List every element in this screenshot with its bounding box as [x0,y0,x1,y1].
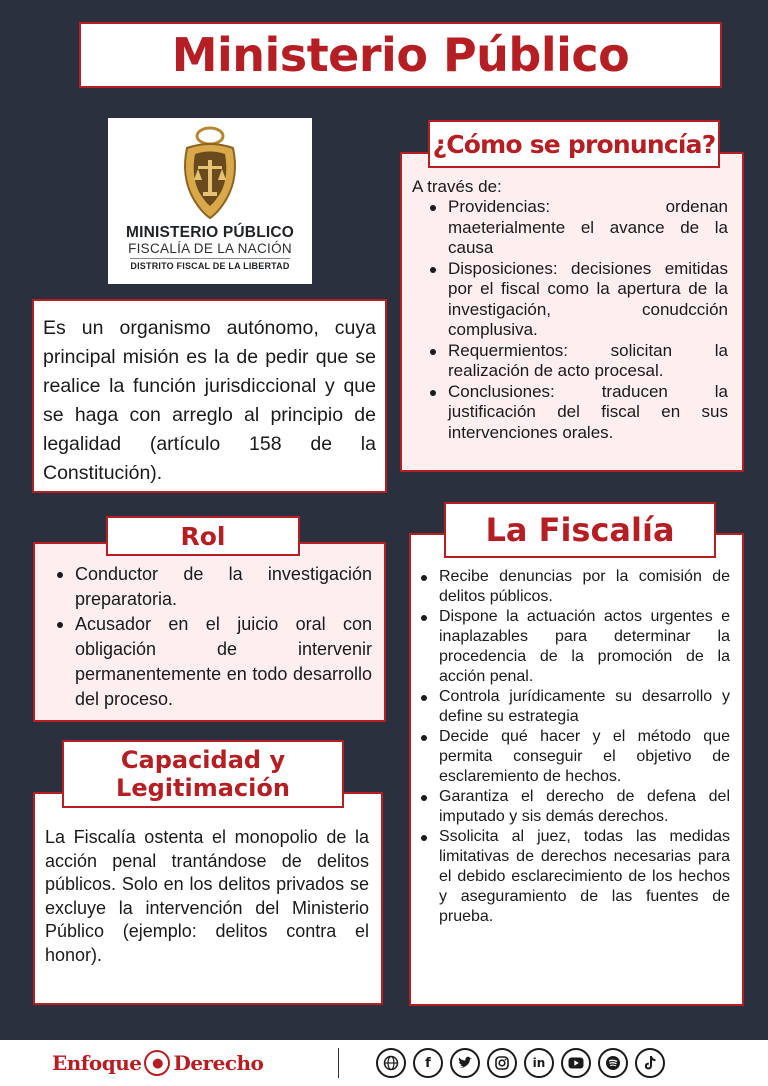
fiscalia-card [409,533,744,1006]
tiktok-icon[interactable] [635,1048,665,1078]
intro-card [32,299,387,493]
capacidad-label-line-1: Capacidad y [120,746,286,774]
capacidad-label-line-2: Legitimación [116,774,290,802]
logo-line-3: DISTRITO FISCAL DE LA LIBERTAD [130,261,290,271]
list-item: Requermientos: solicitan la realización de acto procesal. [426,341,728,382]
capacidad-text: La Fiscalía ostenta el monopolio de la acción penal trantándose de delitos públicos. Solo en los delitos privados se excluye la intervención del Ministerio Público (ejemplo: delitos contra el honor). [45,827,369,965]
linkedin-icon[interactable]: in [524,1048,554,1078]
logo-line-1: MINISTERIO PÚBLICO [125,224,295,241]
spotify-icon[interactable] [598,1048,628,1078]
list-item: Dispone la actuación actos urgentes e inaplazables para determinar la procedencia de la promoción de la acción penal. [417,607,730,687]
pronuncia-list [426,197,728,443]
list-item: Controla jurídicamente su desarrollo y define su estrategia [417,687,730,727]
fiscalia-list [417,567,730,927]
rol-list [53,562,372,712]
pronuncia-label-text: ¿Cómo se pronuncía? [432,129,716,159]
enfoque-derecho-logo[interactable] [52,1048,263,1078]
globe-icon[interactable] [376,1048,406,1078]
capacidad-label [62,740,344,808]
capacidad-card [33,792,383,1005]
list-item: Disposiciones: decisiones emitidas por el fiscal como la apertura de la investigación, conudcción complusiva. [426,259,728,341]
list-item: Conclusiones: traducen la justificación del fiscal en sus intervenciones orales. [426,382,728,444]
footer-bar [0,1040,768,1086]
coat-of-arms-icon [177,126,243,222]
rol-label [106,516,300,556]
list-item: Garantiza el derecho de defena del imputado y sis demás derechos. [417,787,730,827]
brand-mark-icon: ● [144,1050,170,1076]
list-item: Providencias: ordenan maeterialmente el avance de la causa [426,197,728,259]
list-item: Acusador en el juicio oral con obligación de intervenir permanentemente en todo desarrollo del proceso. [53,612,372,712]
list-item: Decide qué hacer y el método que permita conseguir el objetivo de esclaremiento de hechos. [417,727,730,787]
title-banner [79,22,722,88]
youtube-icon[interactable] [561,1048,591,1078]
instagram-icon[interactable] [487,1048,517,1078]
pronuncia-lead: A través de: [412,177,502,196]
pronuncia-label [428,120,720,168]
brand-right: Derecho [173,1051,264,1075]
logo-line-2: FISCALÍA DE LA NACIÓN [128,241,292,256]
intro-text: Es un organismo autónomo, cuya principal misión es la de pedir que se realice la función jurisdiccional y que se haga con arreglo al principio de legalidad (artículo 158 de la Constitución). [43,317,376,484]
social-links [376,1048,665,1078]
twitter-icon[interactable] [450,1048,480,1078]
fiscalia-label-text: La Fiscalía [485,511,675,549]
list-item: Conductor de la investigación preparatoria. [53,562,372,612]
rol-label-text: Rol [180,521,226,551]
ministerio-logo [108,118,312,284]
fiscalia-label [444,502,716,558]
list-item: Ssolicita al juez, todas las medidas limitativas de derechos necesarias para el debido esclarecimiento de los hechos y aseguramiento de las fuentes de prueba. [417,827,730,927]
rol-card [33,542,386,722]
page-title: Ministerio Público [171,28,630,82]
logo-divider [130,258,290,259]
facebook-icon[interactable]: f [413,1048,443,1078]
brand-left: Enfoque [52,1051,142,1075]
footer-divider [338,1048,339,1078]
pronuncia-card [400,152,744,472]
list-item: Recibe denuncias por la comisión de delitos públicos. [417,567,730,607]
